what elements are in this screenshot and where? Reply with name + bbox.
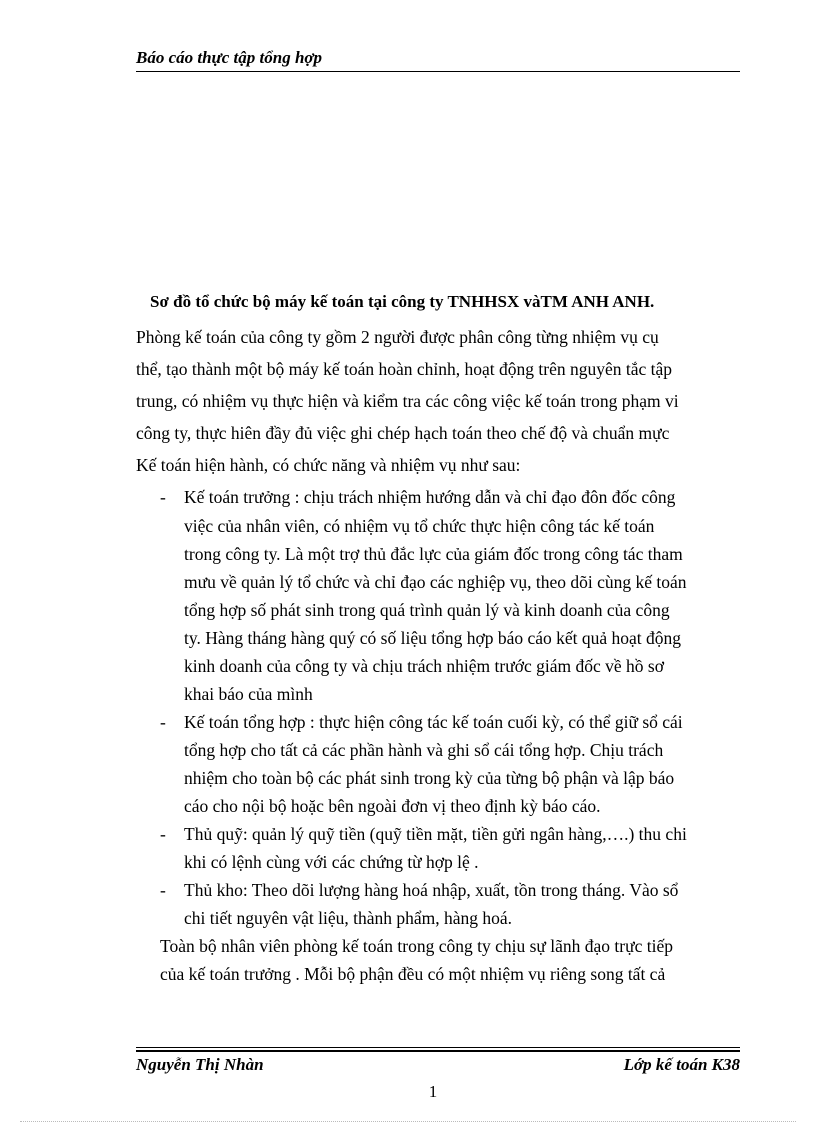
footer-class: Lớp kế toán K38	[623, 1055, 740, 1074]
bullet-dash: -	[160, 824, 166, 844]
bullet-line: Thủ quỹ: quản lý quỹ tiền (quỹ tiền mặt, tiền gửi ngân hàng,….) thu chi	[184, 824, 687, 844]
footer-rule-bottom	[136, 1050, 740, 1052]
bullet-dash: -	[160, 880, 166, 900]
section-title: Sơ đồ tổ chức bộ máy kế toán tại công ty TNHHSX vàTM ANH ANH.	[150, 292, 655, 311]
bullet-line: mưu về quản lý tổ chức và chỉ đạo các nghiệp vụ, theo dõi cùng kế toán	[184, 572, 687, 592]
bullet-line: cáo cho nội bộ hoặc bên ngoài đơn vị theo định kỳ báo cáo.	[184, 796, 601, 816]
intro-line: công ty, thực hiên đầy đủ việc ghi chép hạch toán theo chế độ và chuẩn mực	[136, 423, 670, 443]
bullet-line: trong công ty. Là một trợ thủ đắc lực của giám đốc trong công tác tham	[184, 544, 683, 564]
bullet-line: tổng hợp cho tất cả các phần hành và ghi sổ cái tổng hợp. Chịu trách	[184, 740, 664, 760]
intro-line: Kế toán hiện hành, có chức năng và nhiệm vụ như sau:	[136, 455, 521, 475]
bullet-line: nhiệm cho toàn bộ các phát sinh trong kỳ của từng bộ phận và lập báo	[184, 768, 675, 788]
bullet-line: Thủ kho: Theo dõi lượng hàng hoá nhập, xuất, tồn trong tháng. Vào sổ	[184, 880, 679, 900]
closing-line: của kế toán trưởng . Mỗi bộ phận đều có một nhiệm vụ riêng song tất cả	[160, 964, 666, 984]
bullet-line: Kế toán trưởng : chịu trách nhiệm hướng dẫn và chỉ đạo đôn đốc công	[184, 487, 676, 507]
bullet-line: Kế toán tổng hợp : thực hiện công tác kế toán cuối kỳ, có thể giữ sổ cái	[184, 712, 683, 732]
page-header-title: Báo cáo thực tập tổng hợp	[136, 48, 323, 67]
bullet-dash: -	[160, 487, 166, 507]
header-rule	[136, 71, 740, 72]
bullet-line: tổng hợp số phát sinh trong quá trình quản lý và kinh doanh của công	[184, 600, 670, 620]
bullet-line: khai báo của mình	[184, 684, 313, 704]
intro-line: thể, tạo thành một bộ máy kế toán hoàn chỉnh, hoạt động trên nguyên tắc tập	[136, 359, 673, 379]
intro-line: trung, có nhiệm vụ thực hiện và kiểm tra các công việc kế toán trong phạm vi	[136, 391, 679, 411]
footer-author: Nguyễn Thị Nhàn	[136, 1055, 264, 1074]
bullet-dash: -	[160, 712, 166, 732]
closing-line: Toàn bộ nhân viên phòng kế toán trong công ty chịu sự lãnh đạo trực tiếp	[160, 936, 673, 956]
bullet-line: kinh doanh của công ty và chịu trách nhiệm trước giám đốc về hồ sơ	[184, 656, 664, 676]
bullet-line: ty. Hàng tháng hàng quý có số liệu tổng hợp báo cáo kết quả hoạt động	[184, 628, 682, 648]
intro-line: Phòng kế toán của công ty gồm 2 người được phân công từng nhiệm vụ cụ	[136, 327, 659, 347]
page-bottom-border	[20, 1121, 796, 1122]
footer-rule-top	[136, 1047, 740, 1048]
bullet-line: khi có lệnh cùng với các chứng từ hợp lệ .	[184, 852, 479, 872]
bullet-line: việc của nhân viên, có nhiệm vụ tổ chức thực hiện công tác kế toán	[184, 516, 655, 536]
bullet-line: chi tiết nguyên vật liệu, thành phẩm, hàng hoá.	[184, 908, 513, 928]
page-number: 1	[428, 1082, 438, 1101]
